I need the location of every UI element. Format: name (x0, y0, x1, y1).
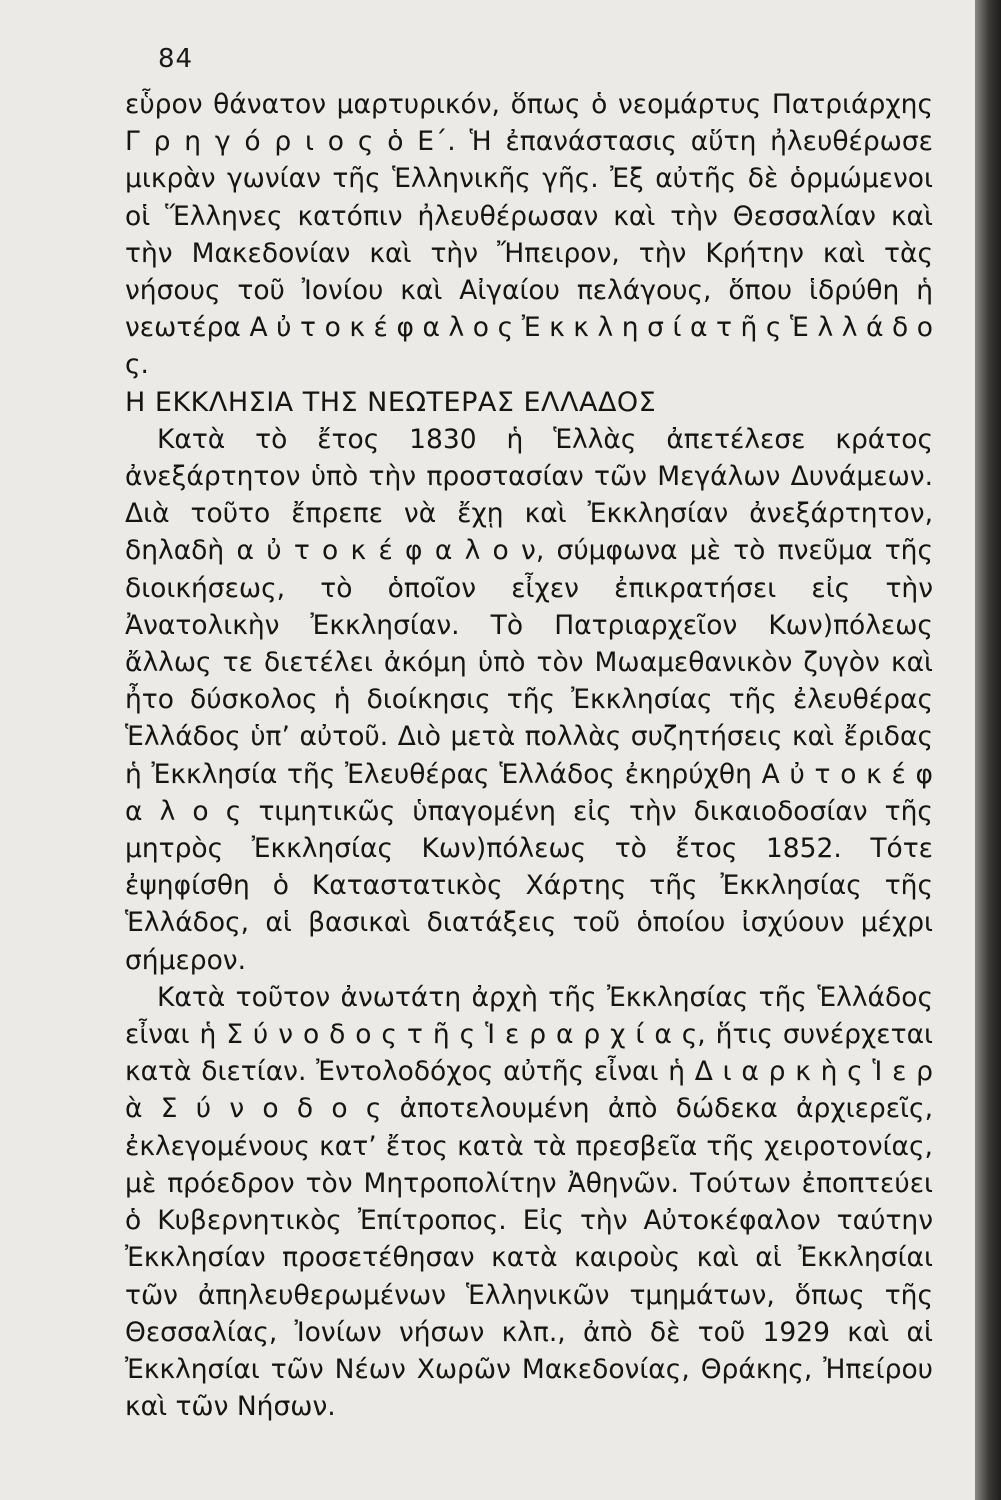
book-gutter-shadow (975, 0, 1001, 1500)
section-heading: Η ΕΚΚΛΗΣΙΑ ΤΗΣ ΝΕΩΤΕΡΑΣ ΕΛΛΑΔΟΣ (125, 386, 657, 418)
body-text (125, 86, 933, 1425)
paragraph-1: Κατὰ τὸ ἔτος 1830 ἡ Ἑλλὰς ἀπετέλεσε κράτος ἀνεξάρτητον ὑπὸ τὴν προστασίαν τῶν Μεγάλων Δυνάμεων. Διὰ τοῦτο ἔπρεπε νὰ ἔχῃ καὶ Ἐκκλησίαν ἀνεξάρτητον, δηλαδὴ α ὐ τ ο κ έ φ α λ ο ν, σύμφωνα μὲ τὸ πνεῦμα τῆς διοικήσεως, τὸ ὁποῖον εἶχεν ἐπικρατήσει εἰς τὴν Ἀνατολικὴν Ἐκκλησίαν. Τὸ Πατριαρχεῖον Κων)πόλεως ἄλλως τε διετέλει ἀκόμη ὑπὸ τὸν Μωαμεθανικὸν ζυγὸν καὶ ἦτο δύσκολος ἡ διοίκησις τῆς Ἐκκλησίας τῆς ἐλευθέρας Ἑλλάδος ὑπ’ αὐτοῦ. Διὸ μετὰ πολλὰς συζητήσεις καὶ ἔριδας ἡ Ἐκκλησία τῆς Ἐλευθέρας Ἑλλάδος ἐκηρύχθη Α ὐ τ ο κ έ φ α λ ο ς τιμητικῶς ὑπαγομένη εἰς τὴν δικαιοδοσίαν τῆς μητρὸς Ἐκκλησίας Κων)πόλεως τὸ ἔτος 1852. Τότε ἐψηφίσθη ὁ Καταστατικὸς Χάρτης τῆς Ἐκκλησίας τῆς Ἑλλάδος, αἱ βασικαὶ διατάξεις τοῦ ὁποίου ἰσχύουν μέχρι σήμερον. (125, 423, 933, 976)
paragraph-2: Κατὰ τοῦτον ἀνωτάτη ἀρχὴ τῆς Ἐκκλησίας τῆς Ἑλλάδος εἶναι ἡ Σ ύ ν ο δ ο ς τ ῆ ς Ἱ ε ρ α ρ χ ί α ς, ἥτις συνέρχεται κατὰ διετίαν. Ἐντολοδόχος αὐτῆς εἶναι ἡ Δ ι α ρ κ ὴ ς Ἱ ε ρ ὰ Σ ύ ν ο δ ο ς ἀποτελουμένη ἀπὸ δώδεκα ἀρχιερεῖς, ἐκλεγομένους κατ’ ἔτος κατὰ τὰ πρεσβεῖα τῆς χειροτονίας, μὲ πρόεδρον τὸν Μητροπολίτην Ἀθηνῶν. Τούτων ἐποπτεύει ὁ Κυβερνητικὸς Ἐπίτροπος. Εἰς τὴν Αὐτοκέφαλον ταύτην Ἐκκλησίαν προσετέθησαν κατὰ καιροὺς καὶ αἱ Ἐκκλησίαι τῶν ἀπηλευθερωμένων Ἑλληνικῶν τμημάτων, ὅπως τῆς Θεσσαλίας, Ἰονίων νήσων κλπ., ἀπὸ δὲ τοῦ 1929 καὶ αἱ Ἐκκλησίαι τῶν Νέων Χωρῶν Μακεδονίας, Θράκης, Ἠπείρου καὶ τῶν Νήσων. (125, 981, 933, 1423)
intro-paragraph: εὗρον θάνατον μαρτυρικόν, ὅπως ὁ νεομάρτυς Πατριάρχης Γ ρ η γ ό ρ ι ο ς ὁ Ε΄. Ἡ ἐπανάστασις αὕτη ἠλευθέρωσε μικρὰν γωνίαν τῆς Ἑλληνικῆς γῆς. Ἐξ αὐτῆς δὲ ὁρμώμενοι οἱ Ἕλληνες κατόπιν ἠλευθέρωσαν καὶ τὴν Θεσσαλίαν καὶ τὴν Μακεδονίαν καὶ τὴν Ἤπειρον, τὴν Κρήτην καὶ τὰς νήσους τοῦ Ἰονίου καὶ Αἰγαίου πελάγους, ὅπου ἱδρύθη ἡ νεωτέρα Α ὐ τ ο κ έ φ α λ ο ς Ἐ κ κ λ η σ ί α τ ῆ ς Ἑ λ λ ά δ ο ς. (125, 89, 933, 381)
page-number: 84 (158, 44, 194, 74)
